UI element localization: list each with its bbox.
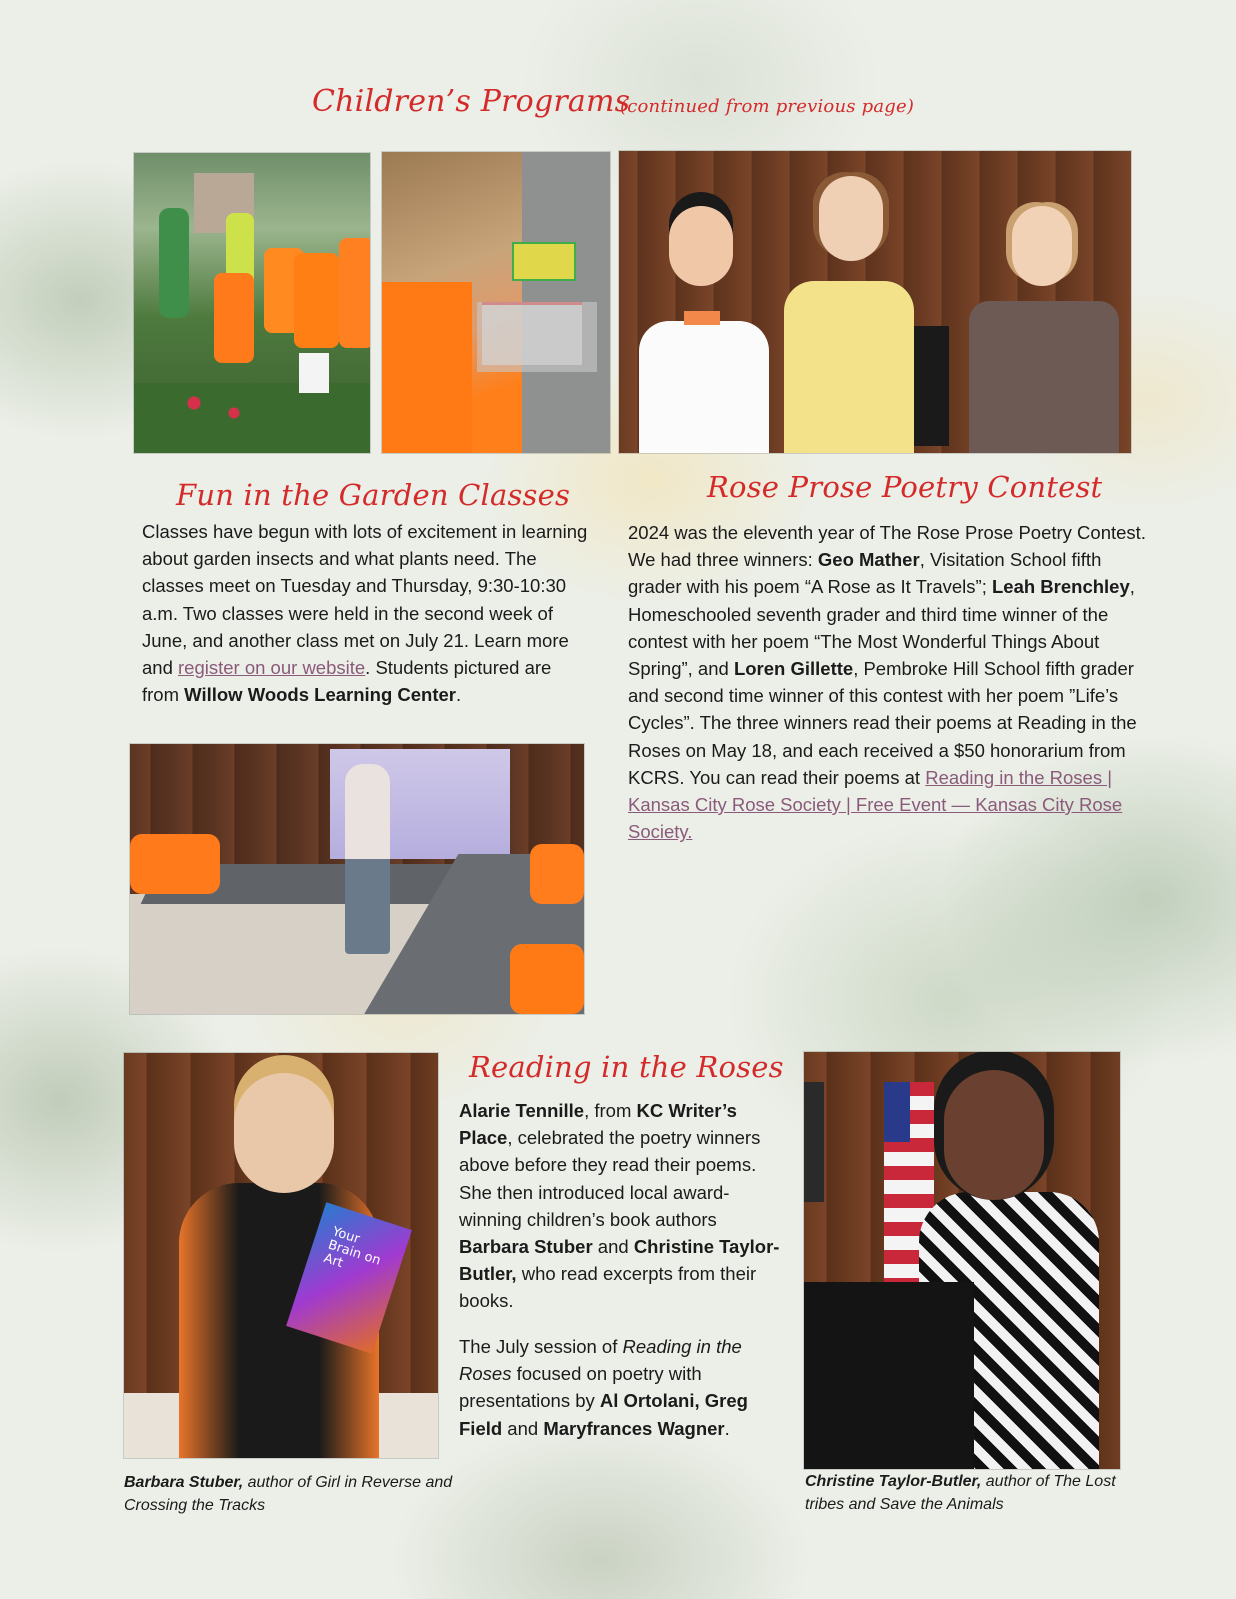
- barbara-stuber-caption: Barbara Stuber, author of Girl in Reverse and Crossing the Tracks: [124, 1474, 453, 1514]
- garden-class-photo: [134, 153, 370, 453]
- book-cover-title: Your Brain on Art: [321, 1224, 383, 1272]
- reading-in-the-roses-text: Alarie Tennille, from KC Writer’s Place, celebrated the poetry winners above before they read their poems. She then introduced local award-winning children’s book authors Barbara Stuber and Christine Taylor-Butler, who read excerpts from their books.: [459, 1100, 780, 1312]
- reading-in-the-roses-heading: Reading in the Roses: [469, 1050, 784, 1084]
- register-website-link[interactable]: register on our website: [178, 657, 366, 679]
- christine-taylor-butler-photo: [804, 1052, 1120, 1469]
- classroom-photo: [130, 744, 584, 1014]
- page-subtitle: (continued from previous page): [620, 96, 915, 117]
- poetry-winners-photo: [619, 151, 1131, 453]
- reading-july-session-text: The July session of Reading in the Roses focused on poetry with presentations by Al Ortolani, Greg Field and Maryfrances Wagner.: [459, 1336, 748, 1439]
- poetry-contest-heading: Rose Prose Poetry Contest: [707, 470, 1103, 504]
- barbara-stuber-photo: [124, 1053, 438, 1458]
- christine-taylor-butler-caption: Christine Taylor-Butler, author of The Lost tribes and Save the Animals: [805, 1473, 1116, 1513]
- garden-classes-text: Classes have begun with lots of excitement in learning about garden insects and what plants need. The classes meet on Tuesday and Thursday, 9:30-10:30 a.m. Two classes were held in the second week of June, and another class met on July 21. Learn more and register on our website. Students pictured are from Willow Woods Learning Center.: [142, 521, 588, 706]
- magnifier-photo: [382, 152, 610, 453]
- reading-in-the-roses-link[interactable]: Reading in the Roses | Kansas City Rose Society | Free Event — Kansas City Rose Society.: [628, 766, 1123, 843]
- garden-classes-heading: Fun in the Garden Classes: [176, 478, 571, 512]
- page-title: Children’s Programs: [312, 84, 631, 119]
- poetry-contest-text: 2024 was the eleventh year of The Rose Prose Poetry Contest. We had three winners: Geo Mather, Visitation School fifth grader with his poem “A Rose as It Travels”; Leah Brenchley, Homeschooled seventh grader and third time winner of the contest with her poem “The Most Wonderful Things About Spring”, and Loren Gillette, Pembroke Hill School fifth grader and second time winner of this contest with her poem ”Life’s Cycles”. The three winners read their poems at Reading in the Roses on May 18, and each received a $50 honorarium from KCRS. You can read their poems at Reading in the Roses | Kansas City Rose Society | Free Event — Kansas City Rose Society.: [628, 522, 1146, 843]
